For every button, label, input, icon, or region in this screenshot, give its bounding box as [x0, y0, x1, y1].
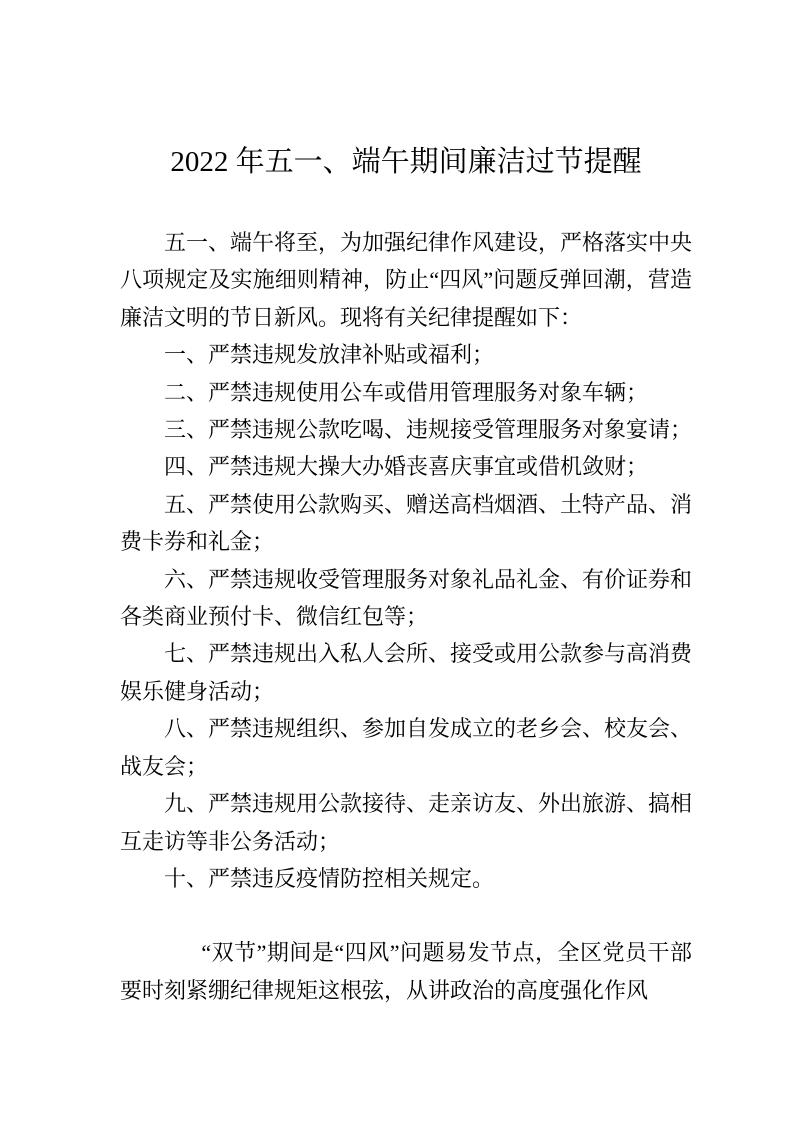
rule-item-2: 二、严禁违规使用公车或借用管理服务对象车辆； [164, 379, 649, 405]
intro-paragraph: 五一、端午将至，为加强纪律作风建设，严格落实中央八项规定及实施细则精神，防止“四风”问题反弹回潮，营造廉洁文明的节日新风。现将有关纪律提醒如下： [120, 230, 693, 330]
closing-paragraph: “双节”期间是“四风”问题易发节点，全区党员干部要时刻紧绷纪律规矩这根弦，从讲政治的高度强化作风 [120, 940, 692, 1003]
rule-item-10: 十、严禁违反疫情防控相关规定。 [164, 865, 495, 891]
rule-item-6: 六、严禁违规收受管理服务对象礼品礼金、有价证券和各类商业预付卡、微信红包等； [120, 566, 693, 630]
document-title: 2022 年五一、端午期间廉洁过节提醒 [170, 146, 642, 178]
rule-item-4: 四、严禁违规大操大办婚丧喜庆事宜或借机敛财； [164, 454, 649, 480]
rule-item-7: 七、严禁违规出入私人会所、接受或用公款参与高消费娱乐健身活动； [120, 641, 693, 704]
rule-item-1: 一、严禁违规发放津补贴或福利； [164, 342, 495, 368]
rule-item-8: 八、严禁违规组织、参加自发成立的老乡会、校友会、战友会； [120, 716, 693, 779]
rule-item-3: 三、严禁违规公款吃喝、违规接受管理服务对象宴请； [164, 417, 693, 443]
rule-item-5: 五、严禁使用公款购买、赠送高档烟酒、土特产品、消费卡券和礼金； [120, 491, 693, 555]
rule-item-9: 九、严禁违规用公款接待、走亲访友、外出旅游、搞相互走访等非公务活动； [120, 791, 693, 854]
